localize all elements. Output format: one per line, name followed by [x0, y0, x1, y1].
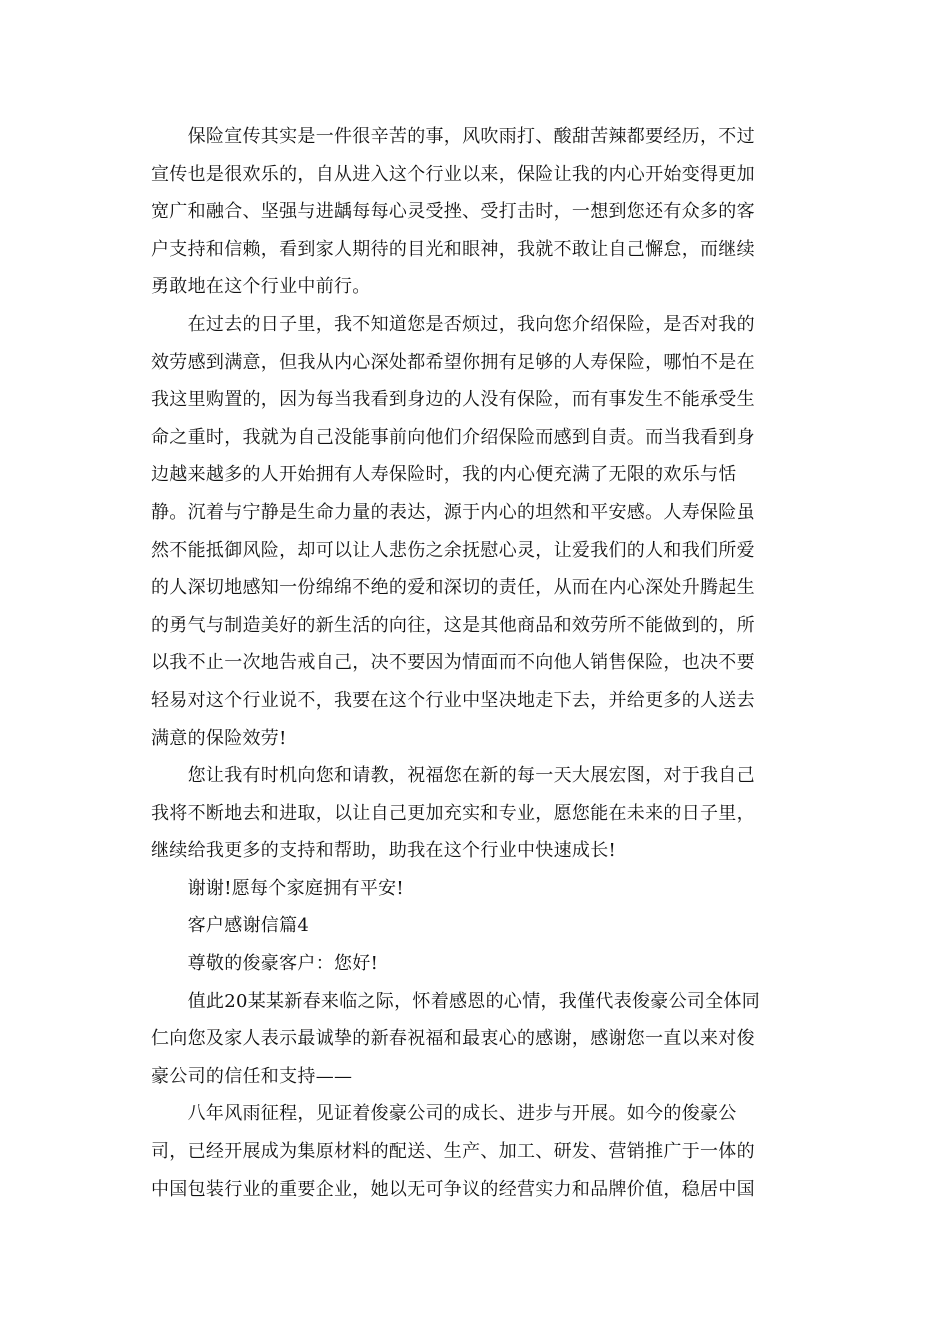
salutation: 尊敬的俊豪客户：您好!	[151, 953, 379, 975]
text-line: 宽广和融合、坚强与进龋每每心灵受挫、受打击时，一想到您还有众多的客	[151, 201, 755, 223]
text-line: 然不能抵御风险，却可以让人悲伤之余抚慰心灵，让爱我们的人和我们所爱	[151, 539, 755, 561]
document-body	[151, 118, 791, 1208]
text-line: 您让我有时机向您和请教，祝福您在新的每一天大展宏图，对于我自己	[151, 765, 755, 787]
text-line: 宣传也是很欢乐的，自从进入这个行业以来，保险让我的内心开始变得更加	[151, 163, 755, 185]
text-line: 满意的保险效劳!	[151, 727, 287, 749]
text-line: 户支持和信赖，看到家人期待的目光和眼神，我就不敢让自己懈怠，而继续	[151, 238, 755, 260]
text-line: 效劳感到满意，但我从内心深处都希望你拥有足够的人寿保险，哪怕不是在	[151, 351, 755, 373]
section-heading: 客户感谢信篇4	[151, 915, 310, 937]
text-line: 谢谢!愿每个家庭拥有平安!	[151, 877, 404, 899]
text-line: 八年风雨征程，见证着俊豪公司的成长、进步与开展。如今的俊豪公	[151, 1103, 737, 1125]
text-line: 司，已经开展成为集原材料的配送、生产、加工、研发、营销推广于一体的	[151, 1141, 755, 1163]
text-line: 值此20某某新春来临之际，怀着感恩的心情，我僅代表俊豪公司全体同	[151, 990, 761, 1012]
text-line: 边越来越多的人开始拥有人寿保险时，我的内心便充满了无限的欢乐与恬	[151, 464, 737, 486]
text-line: 轻易对这个行业说不，我要在这个行业中坚决地走下去，并给更多的人送去	[151, 689, 755, 711]
text-line: 我将不断地去和进取，以让自己更加充实和专业，愿您能在未来的日子里，	[151, 802, 755, 824]
text-line: 我这里购置的，因为每当我看到身边的人没有保险，而有事发生不能承受生	[151, 389, 755, 411]
text-line: 保险宣传其实是一件很辛苦的事，风吹雨打、酸甜苦辣都要经历，不过	[151, 126, 755, 147]
text-line: 的人深切地感知一份绵绵不绝的爱和深切的责任，从而在内心深处升腾起生	[151, 577, 755, 599]
text-line: 仁向您及家人表示最诚挚的新春祝福和最衷心的感谢，感谢您一直以来对俊	[151, 1028, 755, 1050]
text-line: 命之重时，我就为自己没能事前向他们介绍保险而感到自责。而当我看到身	[151, 426, 755, 448]
text-line: 继续给我更多的支持和帮助，助我在这个行业中快速成长!	[151, 840, 617, 862]
text-line: 以我不止一次地告戒自己，决不要因为情面而不向他人销售保险，也决不要	[151, 652, 755, 674]
text-line: 的勇气与制造美好的新生活的向往，这是其他商品和效劳所不能做到的，所	[151, 614, 755, 636]
text-line: 在过去的日子里，我不知道您是否烦过，我向您介绍保险，是否对我的	[151, 313, 755, 335]
text-line: 静。沉着与宁静是生命力量的表达，源于内心的坦然和平安感。人寿保险虽	[151, 501, 755, 523]
text-line: 勇敢地在这个行业中前行。	[151, 276, 371, 298]
text-line: 中国包装行业的重要企业，她以无可争议的经营实力和品牌价值，稳居中国	[151, 1178, 755, 1200]
text-line: 豪公司的信任和支持——	[151, 1065, 353, 1087]
